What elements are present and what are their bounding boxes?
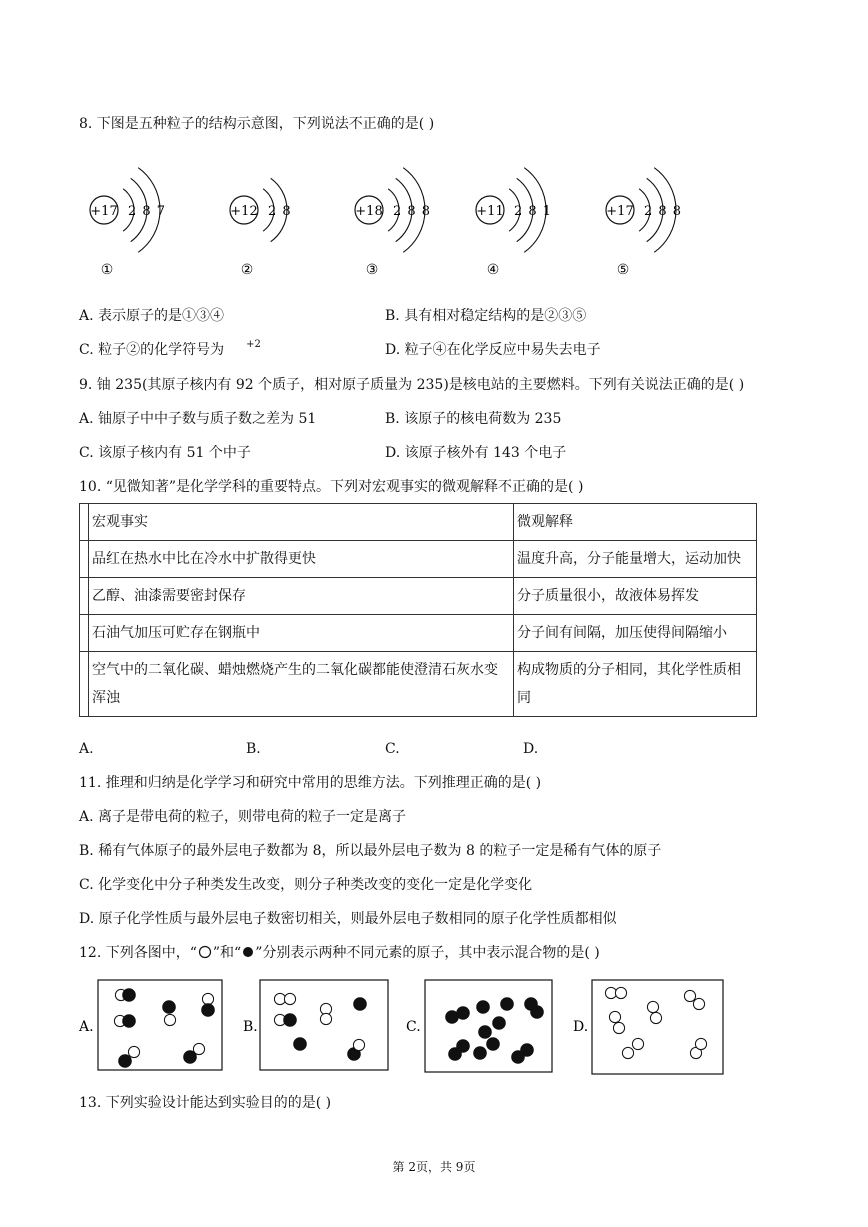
q10-row-micro: 分子质量很小，故液体易挥发 <box>514 578 757 615</box>
q10-row-micro: 温度升高，分子能量增大，运动加快 <box>514 541 757 578</box>
shell-electron-counts: 2 8 8 <box>393 204 432 219</box>
solid-atom <box>501 998 514 1011</box>
particle-diagram <box>355 168 431 278</box>
shell-electron-counts: 2 8 8 <box>644 204 683 219</box>
nucleus-charge: +11 <box>476 204 504 219</box>
hollow-atom <box>284 993 295 1004</box>
q9-option-b: B. 该原子的核电荷数为 235 <box>385 411 562 427</box>
hollow-atom <box>684 990 695 1001</box>
box-frame <box>425 980 552 1072</box>
hollow-atom <box>202 993 213 1004</box>
hollow-atom <box>353 1039 364 1050</box>
particle-label: ⑤ <box>616 262 630 278</box>
particle-box <box>260 980 388 1070</box>
nucleus-charge: +12 <box>230 204 258 219</box>
particle-diagram <box>230 178 292 278</box>
solid-atom <box>479 1026 492 1039</box>
q10-choice-b: B. <box>246 741 261 757</box>
solid-atom <box>163 1001 176 1014</box>
shell-electron-counts: 2 8 <box>268 204 292 219</box>
solid-atom <box>119 1055 132 1068</box>
solid-atom <box>449 1048 462 1061</box>
table-row <box>80 652 757 717</box>
solid-atom <box>477 1001 490 1014</box>
hollow-atom <box>193 1043 204 1054</box>
hollow-atom <box>695 1038 706 1049</box>
q10-table-header <box>80 504 757 541</box>
q8-option-d: D. 粒子④在化学反应中易失去电子 <box>385 342 601 358</box>
solid-atom <box>284 1014 297 1027</box>
q10-table <box>79 503 757 717</box>
hollow-atom <box>650 1012 661 1023</box>
q8-option-b: B. 具有相对稳定结构的是②③⑤ <box>385 308 587 324</box>
q9-option-a: A. 铀原子中中子数与质子数之差为 51 <box>79 411 317 427</box>
solid-atom <box>123 989 136 1002</box>
q12-label-d: D. <box>573 1019 589 1035</box>
nucleus-charge: +18 <box>355 204 383 219</box>
q10-choice-c: C. <box>385 741 400 757</box>
atom-structure-figure <box>79 150 719 290</box>
q8-option-c-charge: +2 <box>246 339 261 350</box>
particle-box <box>425 980 552 1072</box>
nucleus-charge: +17 <box>90 204 118 219</box>
q8-option-c <box>79 340 261 362</box>
q9-option-c: C. 该原子核内有 51 个中子 <box>79 445 251 461</box>
q10-choice-a: A. <box>79 741 94 757</box>
solid-atom <box>493 1017 506 1030</box>
shell-electron-counts: 2 8 7 <box>128 204 167 219</box>
hollow-atom <box>647 1001 658 1012</box>
particle-box <box>98 980 222 1070</box>
solid-atom <box>487 1038 500 1051</box>
hollow-atom <box>615 987 626 998</box>
nucleus-charge: +17 <box>606 204 634 219</box>
q10-row-micro: 分子间有间隔，加压使得间隔缩小 <box>514 615 757 652</box>
solid-atom <box>474 1047 487 1060</box>
table-row <box>80 615 757 652</box>
q11-option-b: B. 稀有气体原子的最外层电子数都为 8，所以最外层电子数为 8 的粒子一定是稀有气体的原子 <box>79 843 662 859</box>
q10-header-micro: 微观解释 <box>514 504 757 541</box>
q11-option-a: A. 离子是带电荷的粒子，则带电荷的粒子一定是离子 <box>79 809 407 825</box>
q10-row-micro: 构成物质的分子相同，其化学性质相同 <box>514 652 757 717</box>
particle-label: ② <box>240 262 254 278</box>
shell-electron-counts: 2 8 1 <box>514 204 553 219</box>
q11-option-c: C. 化学变化中分子种类发生改变，则分子种类改变的变化一定是化学变化 <box>79 877 533 893</box>
hollow-atom <box>622 1047 633 1058</box>
q10-header-macro: 宏观事实 <box>89 504 514 541</box>
q8-particle-diagrams <box>79 150 719 290</box>
q8-stem: 8. 下图是五种粒子的结构示意图，下列说法不正确的是( ) <box>79 116 435 132</box>
q13-stem: 13. 下列实验设计能达到实验目的的是( ) <box>79 1095 332 1111</box>
table-row <box>80 578 757 615</box>
solid-atom <box>202 1004 215 1017</box>
hollow-atom-icon <box>197 945 213 959</box>
solid-atom-icon <box>241 945 255 959</box>
q12-stem: 12. 下列各图中，“ ”和“ ”分别表示两种不同元素的原子，其中表示混合物的是( ) <box>79 945 600 961</box>
q10-row-macro: 乙醇、油漆需要密封保存 <box>89 578 514 615</box>
q12-label-a: A. <box>79 1019 94 1035</box>
hollow-atom <box>609 1011 620 1022</box>
q11-stem: 11. 推理和归纳是化学学习和研究中常用的思维方法。下列推理正确的是( ) <box>79 775 542 791</box>
q12-label-b: B. <box>243 1019 258 1035</box>
q12-mixture-figure <box>79 978 779 1078</box>
particle-label: ③ <box>365 262 379 278</box>
particle-diagram <box>476 168 552 278</box>
table-row <box>80 541 757 578</box>
particle-diagram <box>606 168 682 278</box>
hollow-atom <box>164 1014 175 1025</box>
particle-diagram <box>90 168 166 278</box>
hollow-atom <box>320 1013 331 1024</box>
particle-box <box>592 980 723 1074</box>
q11-option-d: D. 原子化学性质与最外层电子数密切相关，则最外层电子数相同的原子化学性质都相似 <box>79 911 617 927</box>
hollow-atom <box>613 1022 624 1033</box>
q10-row-macro: 石油气加压可贮存在钢瓶中 <box>89 615 514 652</box>
particle-label: ① <box>100 262 114 278</box>
q10-stem: 10. “见微知著”是化学学科的重要特点。下列对宏观事实的微观解释不正确的是( ) <box>79 479 584 495</box>
solid-atom <box>531 1006 544 1019</box>
q9-stem: 9. 铀 235(其原子核内有 92 个质子，相对原子质量为 235)是核电站的主要燃料。下列有关说法正确的是( ) <box>79 377 745 393</box>
q8-option-a: A. 表示原子的是①③④ <box>79 308 225 324</box>
q8-option-c-text: C. 粒子②的化学符号为 <box>79 342 225 358</box>
q9-option-d: D. 该原子核外有 143 个电子 <box>385 445 567 461</box>
solid-atom <box>294 1038 307 1051</box>
hollow-atom <box>693 998 704 1009</box>
q12-diagrams <box>79 978 779 1078</box>
q10-row-macro: 品红在热水中比在冷水中扩散得更快 <box>89 541 514 578</box>
page-footer: 第 2页，共 9页 <box>392 1160 476 1174</box>
q12-label-c: C. <box>406 1019 421 1035</box>
q10-choice-d: D. <box>523 741 539 757</box>
solid-atom <box>457 1007 470 1020</box>
q10-row-macro: 空气中的二氧化碳、蜡烛燃烧产生的二氧化碳都能使澄清石灰水变浑浊 <box>89 652 514 717</box>
solid-atom <box>521 1044 534 1057</box>
hollow-atom <box>128 1046 139 1057</box>
solid-atom <box>354 998 367 1011</box>
solid-atom <box>123 1015 136 1028</box>
hollow-atom <box>632 1038 643 1049</box>
particle-label: ④ <box>486 262 500 278</box>
